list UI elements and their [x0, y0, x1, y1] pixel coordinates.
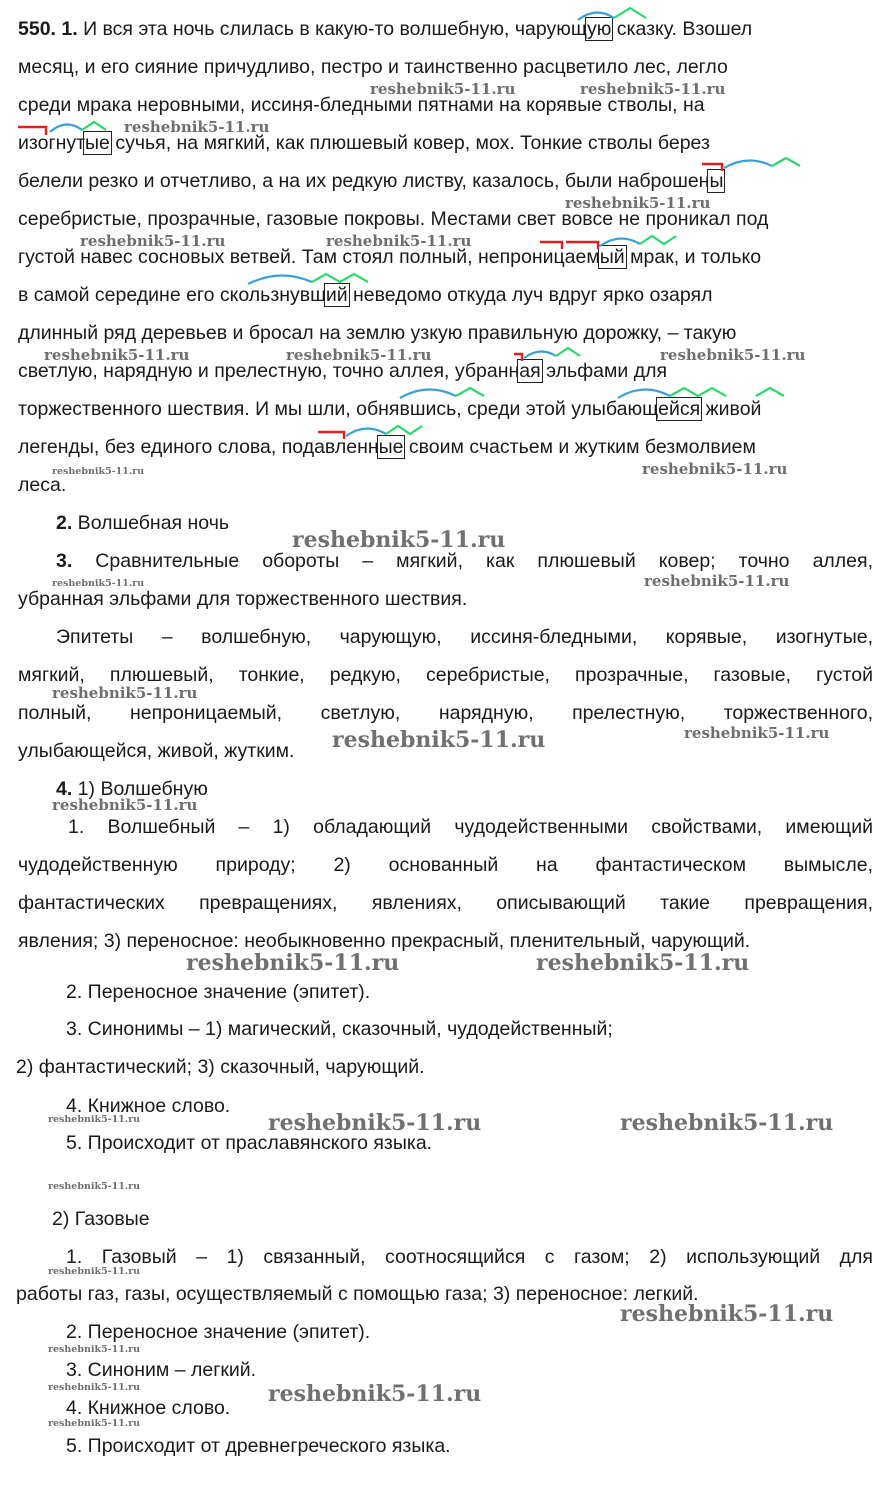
word-1-item-4: 4. Книжное слово.: [66, 1095, 231, 1117]
ending-box: ый: [599, 246, 625, 268]
watermark: reshebnik5-11.ru: [124, 118, 270, 136]
word-1-item-3-cont: 2) фантастический; 3) сказочный, чарующий.: [16, 1056, 425, 1078]
text-line-8: в самой середине его скользнувший неведомо откуда луч вдруг ярко озарял: [18, 284, 713, 306]
text-line-9: длинный ряд деревьев и бросал на землю узкую правильную дорожку, – такую: [18, 322, 737, 344]
watermark: reshebnik5-11.ru: [268, 1110, 482, 1136]
word-1-item-3: 3. Синонимы – 1) магический, сказочный, чудодейственный;: [66, 1018, 613, 1040]
watermark: reshebnik5-11.ru: [286, 346, 432, 364]
watermark: reshebnik5-11.ru: [52, 684, 198, 702]
ending-box: ые: [378, 436, 404, 458]
watermark: reshebnik5-11.ru: [48, 1418, 141, 1429]
ending-box: ы: [709, 170, 724, 192]
epithets-line-1: Эпитеты – волшебную, чарующую, иссиня-бледными, корявые, изогнутые,: [56, 626, 873, 648]
answer-4-heading: 4. 1) Волшебную: [56, 778, 208, 800]
watermark: reshebnik5-11.ru: [370, 80, 516, 98]
suffix-mark: [82, 122, 106, 130]
suffix-mark: [756, 388, 784, 396]
epithets-line-4: улыбающейся, живой, жутким.: [18, 740, 295, 762]
text-line-12: легенды, без единого слова, подавленные своим счастьем и жутким безмолвием: [18, 436, 756, 458]
watermark: reshebnik5-11.ru: [536, 950, 750, 976]
watermark: reshebnik5-11.ru: [660, 346, 806, 364]
answer-2: 2. Волшебная ночь: [56, 512, 230, 534]
word-2-item-3: 3. Синоним – легкий.: [66, 1359, 257, 1381]
word-1-item-5: 5. Происходит от праславянского языка.: [66, 1132, 433, 1154]
watermark: reshebnik5-11.ru: [44, 346, 190, 364]
text-line-1: 550. 1. И вся эта ночь слилась в какую-то волшебную, чарующую сказку. Взошел: [18, 18, 753, 40]
watermark: reshebnik5-11.ru: [565, 194, 711, 212]
watermark: reshebnik5-11.ru: [644, 572, 790, 590]
watermark: reshebnik5-11.ru: [642, 460, 788, 478]
word-2-meaning-line-1: 1. Газовый – 1) связанный, соотносящийся с газом; 2) использующий для: [66, 1246, 873, 1268]
suffix-mark: [312, 274, 368, 282]
watermark: reshebnik5-11.ru: [620, 1301, 834, 1327]
text-line-13: леса.: [18, 474, 67, 496]
answer-3-line-2: убранная эльфами для торжественного шествия.: [18, 588, 468, 610]
text-line-2: месяц, и его сияние причудливо, пестро и таинственно расцветило лес, легло: [18, 56, 728, 78]
watermark: reshebnik5-11.ru: [326, 232, 472, 250]
ending-box: ую: [586, 18, 612, 40]
ending-box: ий: [325, 284, 348, 306]
watermark: reshebnik5-11.ru: [52, 466, 145, 477]
word-2-meaning-line-2: работы газ, газы, осуществляемый с помощью газа; 3) переносное: легкий.: [16, 1283, 699, 1305]
epithets-line-2: мягкий, плюшевый, тонкие, редкую, серебристые, прозрачные, газовые, густой: [18, 664, 873, 686]
word-1-item-2: 2. Переносное значение (эпитет).: [66, 981, 371, 1003]
watermark: reshebnik5-11.ru: [48, 1344, 141, 1355]
watermark: reshebnik5-11.ru: [292, 527, 506, 553]
watermark: reshebnik5-11.ru: [580, 80, 726, 98]
ending-box: ейся: [658, 398, 701, 420]
watermark: reshebnik5-11.ru: [268, 1381, 482, 1407]
word-2-heading: 2) Газовые: [52, 1208, 150, 1230]
watermark: reshebnik5-11.ru: [48, 1114, 141, 1125]
word-1-meaning-line-3: фантастических превращениях, явлениях, описывающий такие превращения,: [18, 892, 873, 914]
text-line-4: изогнутые сучья, на мягкий, как плюшевый ковер, мох. Тонкие стволы берез: [18, 132, 710, 154]
suffix-mark: [670, 388, 726, 396]
word-2-item-2: 2. Переносное значение (эпитет).: [66, 1321, 371, 1343]
watermark: reshebnik5-11.ru: [52, 796, 198, 814]
exercise-number: 550. 1.: [18, 18, 78, 40]
answer-3-line-1: 3. Сравнительные обороты – мягкий, как плюшевый ковер; точно аллея,: [56, 550, 873, 572]
watermark: reshebnik5-11.ru: [684, 724, 830, 742]
watermark: reshebnik5-11.ru: [332, 727, 546, 753]
text-line-7: густой навес сосновых ветвей. Там стоял полный, непроницаемый мрак, и только: [18, 246, 762, 268]
word-2-item-4: 4. Книжное слово.: [66, 1397, 231, 1419]
word-1-meaning-line-4: явления; 3) переносное: необыкновенно прекрасный, пленительный, чарующий.: [18, 930, 751, 952]
epithets-line-3: полный, непроницаемый, светлую, нарядную, прелестную, торжественного,: [18, 702, 873, 724]
watermark: reshebnik5-11.ru: [48, 1382, 141, 1393]
watermark: reshebnik5-11.ru: [52, 578, 145, 589]
word-2-item-5: 5. Происходит от древнегреческого языка.: [66, 1435, 451, 1457]
watermark: reshebnik5-11.ru: [186, 950, 400, 976]
ending-box: ые: [85, 132, 110, 154]
root-mark: [724, 160, 772, 168]
watermark: reshebnik5-11.ru: [48, 1266, 141, 1277]
suffix-mark: [772, 158, 800, 166]
ending-box: ая: [519, 360, 541, 382]
text-line-11: торжественного шествия. И мы шли, обнявшись, среди этой улыбающейся живой: [18, 398, 762, 420]
word-1-meaning-line-1: 1. Волшебный – 1) обладающий чудодейственными свойствами, имеющий: [68, 816, 873, 838]
text-line-6: серебристые, прозрачные, газовые покровы. Местами свет вовсе не проникал под: [18, 208, 769, 230]
suffix-mark: [640, 236, 676, 244]
suffix-mark: [456, 388, 484, 396]
root-mark: [524, 351, 556, 358]
suffix-mark: [386, 426, 422, 434]
word-1-meaning-line-2: чудодейственную природу; 2) основанный на фантастическом вымысле,: [18, 854, 873, 876]
text-line-3: среди мрака неровными, иссиня-бледными пятнами на корявые стволы, на: [18, 94, 705, 116]
suffix-mark: [556, 348, 580, 356]
watermark: reshebnik5-11.ru: [48, 1181, 141, 1192]
text-line-10: светлую, нарядную и прелестную, точно аллея, убранная эльфами для: [18, 360, 668, 382]
text-line-5: белели резко и отчетливо, а на их редкую листву, казалось, были наброшены: [18, 170, 724, 192]
watermark: reshebnik5-11.ru: [620, 1110, 834, 1136]
watermark: reshebnik5-11.ru: [80, 232, 226, 250]
